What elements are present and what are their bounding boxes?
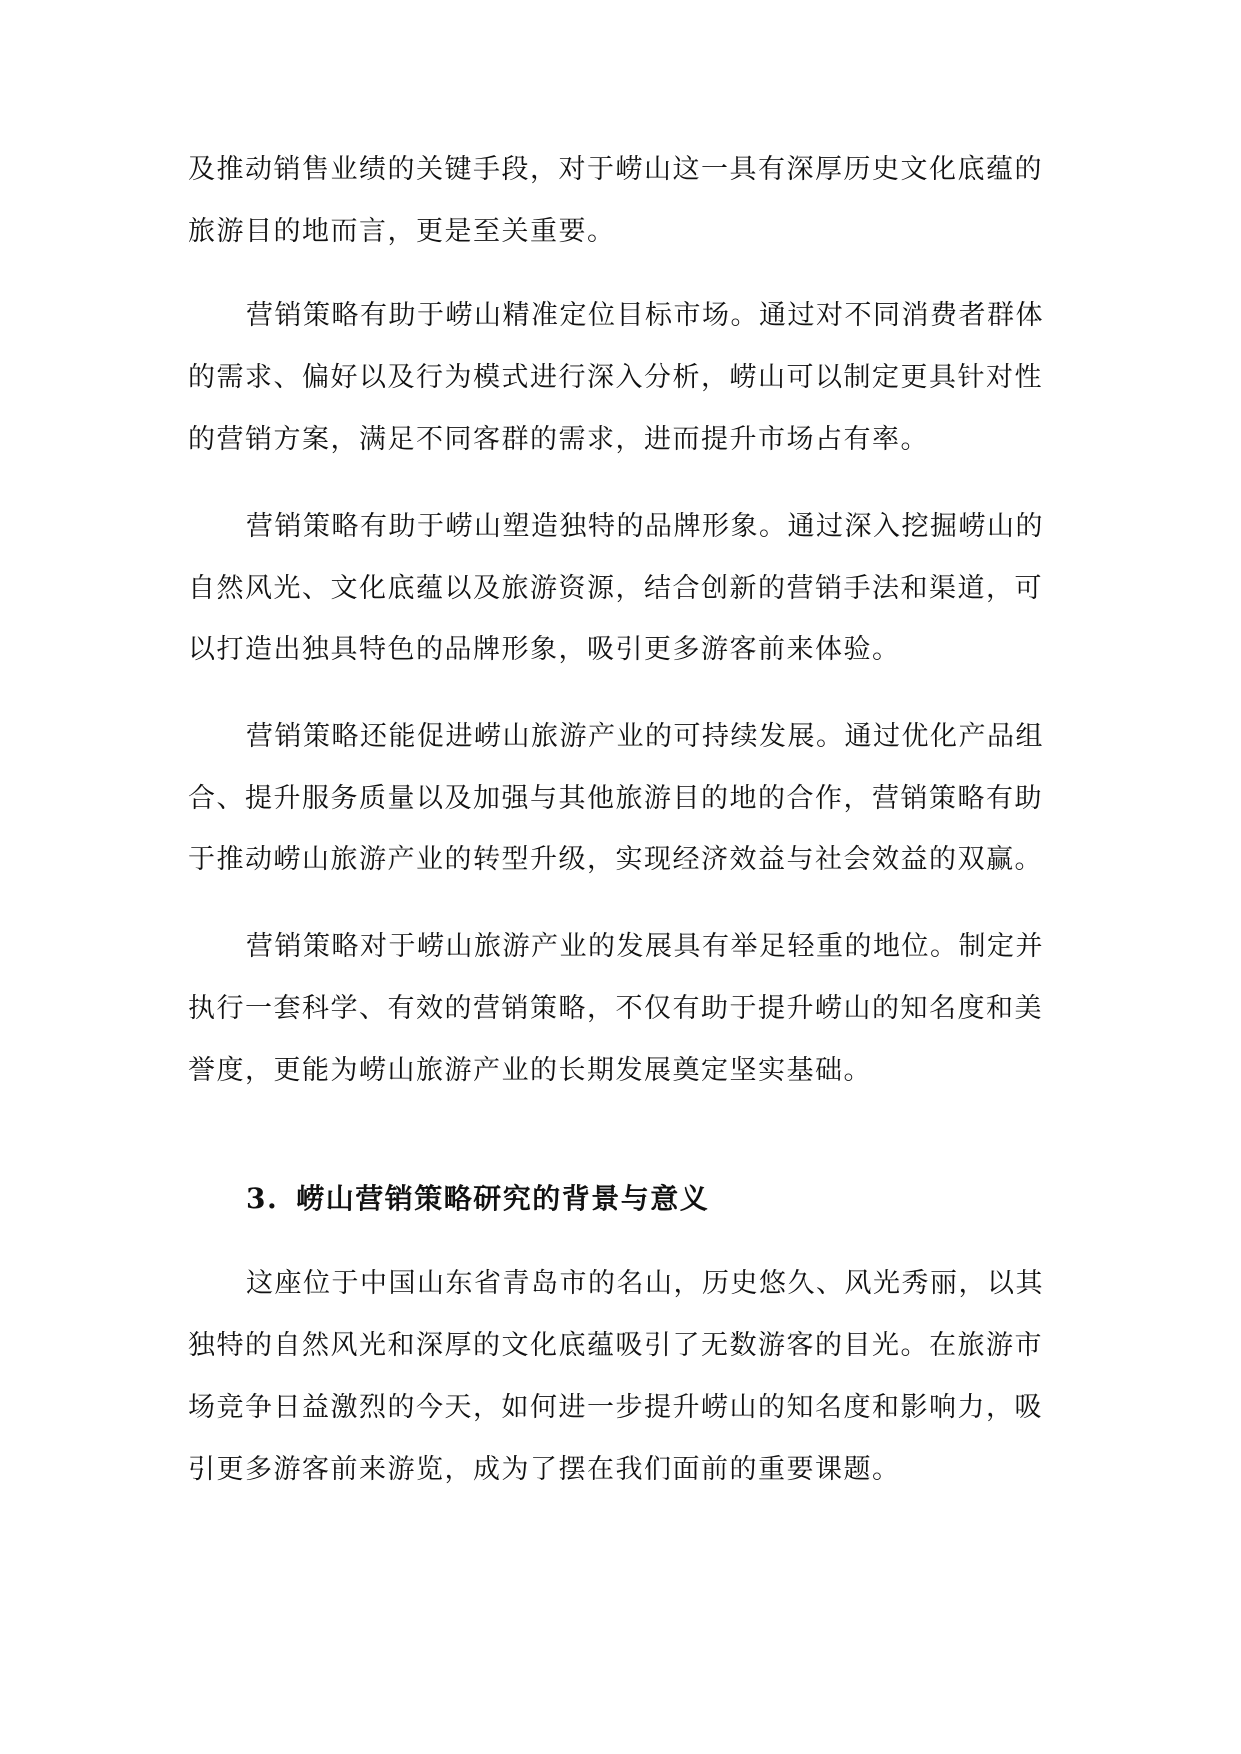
paragraph-line: 营销策略有助于崂山精准定位目标市场。通过对不同消费者群体 xyxy=(246,300,1044,331)
paragraph-line: 自然风光、文化底蕴以及旅游资源，结合创新的营销手法和渠道，可 xyxy=(188,573,1043,604)
paragraph-line: 的营销方案，满足不同客群的需求，进而提升市场占有率。 xyxy=(188,424,929,455)
section-title: 崂山营销策略研究的背景与意义 xyxy=(296,1182,710,1215)
paragraph-line: 营销策略对于崂山旅游产业的发展具有举足轻重的地位。制定并 xyxy=(246,931,1044,962)
paragraph-line: 执行一套科学、有效的营销策略，不仅有助于提升崂山的知名度和美 xyxy=(188,993,1043,1024)
paragraph-line: 及推动销售业绩的关键手段，对于崂山这一具有深厚历史文化底蕴的 xyxy=(188,154,1043,185)
paragraph-line: 的需求、偏好以及行为模式进行深入分析，崂山可以制定更具针对性 xyxy=(188,362,1043,393)
paragraph-line: 旅游目的地而言，更是至关重要。 xyxy=(188,216,616,247)
paragraph-line: 合、提升服务质量以及加强与其他旅游目的地的合作，营销策略有助 xyxy=(188,783,1043,814)
paragraph-line: 引更多游客前来游览，成为了摆在我们面前的重要课题。 xyxy=(188,1454,901,1485)
paragraph-line: 于推动崂山旅游产业的转型升级，实现经济效益与社会效益的双赢。 xyxy=(188,844,1043,875)
paragraph-line: 这座位于中国山东省青岛市的名山，历史悠久、风光秀丽，以其 xyxy=(246,1268,1044,1299)
paragraph-line: 以打造出独具特色的品牌形象，吸引更多游客前来体验。 xyxy=(188,634,901,665)
paragraph-line: 营销策略有助于崂山塑造独特的品牌形象。通过深入挖掘崂山的 xyxy=(246,511,1044,542)
section-number: 3. xyxy=(246,1182,279,1215)
paragraph-line: 场竞争日益激烈的今天，如何进一步提升崂山的知名度和影响力，吸 xyxy=(188,1392,1043,1423)
paragraph-line: 独特的自然风光和深厚的文化底蕴吸引了无数游客的目光。在旅游市 xyxy=(188,1330,1043,1361)
paragraph-line: 誉度，更能为崂山旅游产业的长期发展奠定坚实基础。 xyxy=(188,1055,872,1086)
section-heading xyxy=(246,1179,709,1219)
paragraph-line: 营销策略还能促进崂山旅游产业的可持续发展。通过优化产品组 xyxy=(246,721,1044,752)
